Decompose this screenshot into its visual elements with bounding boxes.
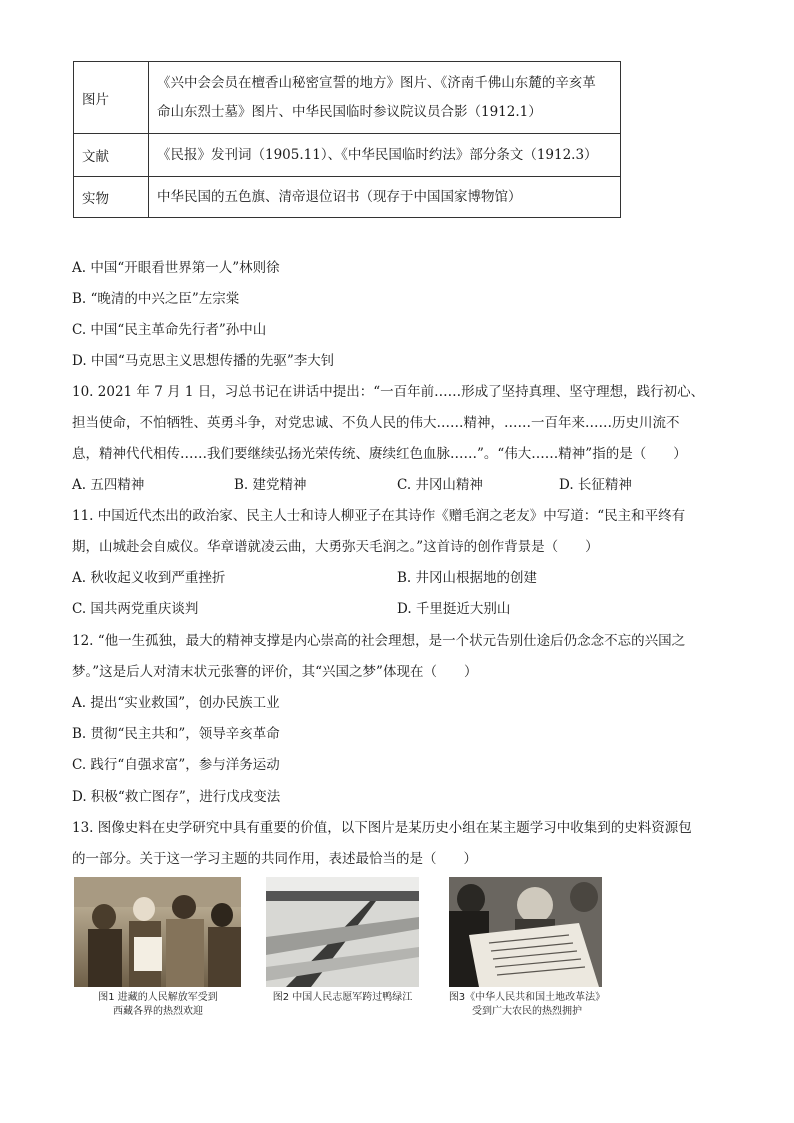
- table-header-cell: 图片: [74, 62, 149, 134]
- q11-option-b: B. 井冈山根据地的创建: [397, 570, 538, 586]
- q11-option-a: A. 秋收起义收到严重挫折: [72, 570, 226, 586]
- q11-option-c: C. 国共两党重庆谈判: [72, 601, 199, 617]
- q12-stem-line: 12. “他一生孤独，最大的精神支撑是内心崇高的社会理想，是一个状元告别仕途后仍念念不忘的兴国之: [72, 633, 686, 649]
- table-row: [74, 62, 621, 134]
- figure-1-photo: [74, 877, 241, 987]
- figure-1-image: [74, 877, 241, 987]
- figure-2-photo: [266, 877, 419, 987]
- figure-caption-line: 图3《中华人民共和国土地改革法》: [448, 992, 606, 1003]
- q11-stem-line: 期，山城赴会自威仪。华章谱就凌云曲，大勇弥天毛润之。”这首诗的创作背景是（ ）: [72, 539, 599, 555]
- q10-option-c: C. 井冈山精神: [397, 477, 483, 493]
- table-cell-line: 命山东烈士墓》图片、中华民国临时参议院议员合影（1912.1）: [157, 103, 542, 120]
- figure-2-image: [266, 877, 419, 987]
- source-table: [73, 61, 621, 218]
- table-header-cell: 实物: [74, 177, 149, 218]
- q10-option-d: D. 长征精神: [559, 477, 632, 493]
- q9-option-c: C. 中国“民主革命先行者”孙中山: [72, 322, 267, 338]
- table-row: [74, 134, 621, 177]
- q11-stem-line: 11. 中国近代杰出的政治家、民主人士和诗人柳亚子在其诗作《赠毛润之老友》中写道：“民主和平终有: [72, 508, 686, 524]
- figure-caption-line: 西藏各界的热烈欢迎: [113, 1006, 203, 1017]
- table-header-cell: 文献: [74, 134, 149, 177]
- q13-stem-line: 的一部分。关于这一学习主题的共同作用，表述最恰当的是（ ）: [72, 851, 477, 867]
- figure-3-caption: [432, 991, 622, 1019]
- table-row: [74, 177, 621, 218]
- table-cell: [149, 177, 621, 218]
- q10-option-a: A. 五四精神: [72, 477, 145, 493]
- q12-option-d: D. 积极“救亡图存”，进行戊戌变法: [72, 789, 281, 805]
- q12-option-a: A. 提出“实业救国”，创办民族工业: [72, 695, 280, 711]
- q10-stem-line: 担当使命，不怕牺牲、英勇斗争，对党忠诚、不负人民的伟大……精神，……一百年来……历史川流不: [72, 415, 680, 431]
- table-cell-line: 中华民国的五色旗、清帝退位诏书（现存于中国国家博物馆）: [157, 188, 522, 205]
- table-cell: [149, 134, 621, 177]
- q13-stem-line: 13. 图像史料在史学研究中具有重要的价值，以下图片是某历史小组在某主题学习中收集到的史料资源包: [72, 820, 692, 836]
- figure-2-caption: [255, 991, 430, 1005]
- figure-3-image: [449, 877, 602, 987]
- figure-caption-line: 图2 中国人民志愿军跨过鸭绿江: [272, 992, 413, 1003]
- figure-3-photo: [449, 877, 602, 987]
- figure-caption-line: 受到广大农民的热烈拥护: [472, 1006, 582, 1017]
- q11-option-d: D. 千里挺近大别山: [397, 601, 511, 617]
- q10-stem-line: 息，精神代代相传……我们要继续弘扬光荣传统、赓续红色血脉……”。“伟大……精神”指的是（ ）: [72, 446, 687, 462]
- table-cell: [149, 62, 621, 134]
- q12-option-b: B. 贯彻“民主共和”，领导辛亥革命: [72, 726, 280, 742]
- table-cell-line: 《民报》发刊词（1905.11）、《中华民国临时约法》部分条文（1912.3）: [157, 146, 598, 163]
- q10-stem-line: 10. 2021 年 7 月 1 日，习总书记在讲话中提出：“一百年前……形成了坚持真理、坚守理想，践行初心、: [72, 384, 705, 400]
- table-cell-line: 《兴中会会员在檀香山秘密宣誓的地方》图片、《济南千佛山东麓的辛亥革: [157, 74, 596, 91]
- q10-option-b: B. 建党精神: [234, 477, 307, 493]
- figure-caption-line: 图1 进藏的人民解放军受到: [98, 992, 218, 1003]
- figure-1-caption: [74, 991, 242, 1019]
- q9-option-b: B. “晚清的中兴之臣”左宗棠: [72, 291, 240, 307]
- q9-option-d: D. 中国“马克思主义思想传播的先驱”李大钊: [72, 353, 335, 369]
- q12-option-c: C. 践行“自强求富”，参与洋务运动: [72, 757, 280, 773]
- q9-option-a: A. 中国“开眼看世界第一人”林则徐: [72, 260, 280, 276]
- q12-stem-line: 梦。”这是后人对清末状元张謇的评价，其“兴国之梦”体现在（ ）: [72, 664, 478, 680]
